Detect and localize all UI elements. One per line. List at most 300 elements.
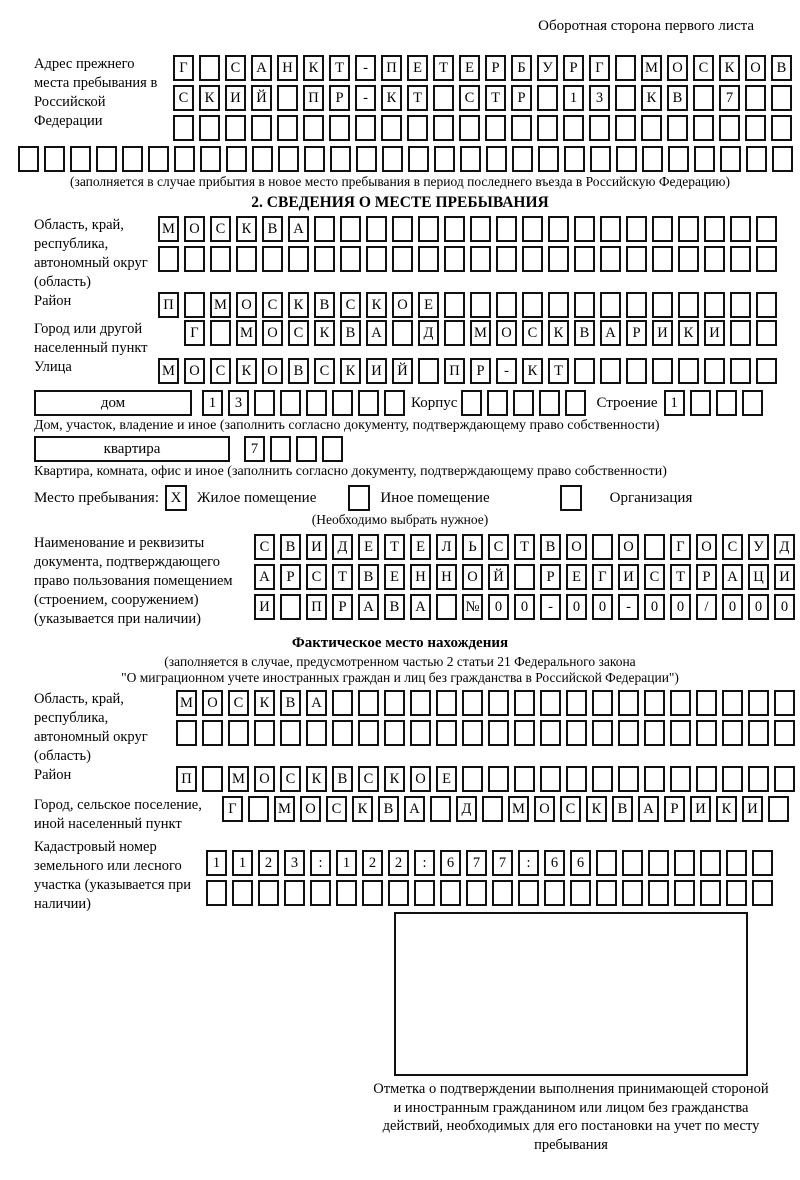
char-cell	[540, 690, 561, 716]
char-cell	[678, 358, 699, 384]
char-cell: К	[522, 358, 543, 384]
prev-address-row-4	[18, 146, 800, 172]
char-cell	[618, 690, 639, 716]
char-cell	[752, 850, 773, 876]
char-cell: С	[522, 320, 543, 346]
char-cell: 0	[514, 594, 535, 620]
document-row-1	[254, 534, 795, 560]
char-cell	[722, 766, 743, 792]
char-cell	[570, 880, 591, 906]
char-cell: С	[644, 564, 665, 590]
char-cell: О	[254, 766, 275, 792]
char-cell: С	[459, 85, 480, 111]
char-cell	[670, 766, 691, 792]
char-cell	[407, 115, 428, 141]
char-cell: К	[384, 766, 405, 792]
char-cell	[652, 292, 673, 318]
char-cell	[615, 85, 636, 111]
char-cell: В	[384, 594, 405, 620]
char-cell: :	[518, 850, 539, 876]
char-cell: К	[303, 55, 324, 81]
char-cell	[434, 146, 455, 172]
char-cell	[626, 358, 647, 384]
char-cell	[277, 85, 298, 111]
char-cell: И	[652, 320, 673, 346]
char-cell	[774, 766, 795, 792]
char-cell	[678, 292, 699, 318]
char-cell: К	[366, 292, 387, 318]
char-cell	[548, 246, 569, 272]
char-cell	[332, 690, 353, 716]
char-cell: Д	[774, 534, 795, 560]
char-cell	[18, 146, 39, 172]
char-cell	[184, 246, 205, 272]
dom-row	[34, 390, 800, 416]
char-cell: К	[716, 796, 737, 822]
char-cell	[433, 85, 454, 111]
kvartira-number-cells	[244, 436, 343, 462]
char-cell: А	[404, 796, 425, 822]
char-cell: Р	[696, 564, 717, 590]
prev-address-row-2	[173, 85, 792, 111]
char-cell	[356, 146, 377, 172]
char-cell	[644, 720, 665, 746]
char-cell	[592, 766, 613, 792]
char-cell: П	[303, 85, 324, 111]
char-cell	[652, 216, 673, 242]
char-cell	[730, 358, 751, 384]
char-cell: 0	[774, 594, 795, 620]
char-cell	[444, 320, 465, 346]
char-cell: О	[462, 564, 483, 590]
char-cell: О	[184, 216, 205, 242]
char-cell: Р	[511, 85, 532, 111]
char-cell: С	[326, 796, 347, 822]
char-cell	[756, 320, 777, 346]
char-cell: И	[704, 320, 725, 346]
korpus-cells	[461, 390, 586, 416]
char-cell: М	[470, 320, 491, 346]
char-cell	[486, 146, 507, 172]
char-cell: И	[742, 796, 763, 822]
char-cell: В	[280, 690, 301, 716]
char-cell: 0	[592, 594, 613, 620]
char-cell	[329, 115, 350, 141]
char-cell	[232, 880, 253, 906]
char-cell	[70, 146, 91, 172]
char-cell	[148, 146, 169, 172]
char-cell: /	[696, 594, 717, 620]
char-cell: Д	[456, 796, 477, 822]
char-cell: М	[228, 766, 249, 792]
char-cell: Р	[540, 564, 561, 590]
char-cell: К	[381, 85, 402, 111]
char-cell: С	[262, 292, 283, 318]
char-cell	[514, 690, 535, 716]
char-cell	[462, 720, 483, 746]
kadastr-row-1	[206, 850, 773, 876]
char-cell	[430, 796, 451, 822]
char-cell	[270, 436, 291, 462]
fact-raion-row	[176, 766, 795, 792]
char-cell	[756, 358, 777, 384]
char-cell	[600, 246, 621, 272]
char-cell: Р	[563, 55, 584, 81]
gorod-row	[184, 320, 777, 346]
char-cell	[254, 390, 275, 416]
char-cell	[596, 850, 617, 876]
char-cell	[693, 115, 714, 141]
option-label-inoe: Иное помещение	[380, 489, 490, 506]
char-cell	[538, 146, 559, 172]
char-cell	[314, 216, 335, 242]
char-cell: С	[228, 690, 249, 716]
char-cell	[771, 115, 792, 141]
char-cell: Г	[222, 796, 243, 822]
char-cell: 2	[258, 850, 279, 876]
char-cell: 0	[748, 594, 769, 620]
char-cell: Н	[436, 564, 457, 590]
char-cell	[574, 216, 595, 242]
char-cell: В	[340, 320, 361, 346]
char-cell	[366, 246, 387, 272]
char-cell: :	[414, 850, 435, 876]
char-cell: У	[537, 55, 558, 81]
char-cell	[540, 720, 561, 746]
char-cell: П	[444, 358, 465, 384]
char-cell: О	[745, 55, 766, 81]
char-cell	[674, 850, 695, 876]
char-cell: Е	[418, 292, 439, 318]
prev-address-rows	[173, 55, 792, 141]
char-cell	[745, 115, 766, 141]
char-cell: В	[332, 766, 353, 792]
oblast-row-2	[158, 246, 777, 272]
char-cell	[262, 246, 283, 272]
raion-row	[158, 292, 777, 318]
char-cell: В	[378, 796, 399, 822]
char-cell	[696, 720, 717, 746]
char-cell	[340, 216, 361, 242]
char-cell: К	[199, 85, 220, 111]
char-cell	[440, 880, 461, 906]
char-cell	[199, 55, 220, 81]
char-cell	[355, 115, 376, 141]
char-cell: С	[173, 85, 194, 111]
char-cell	[626, 292, 647, 318]
char-cell	[513, 390, 534, 416]
char-cell	[615, 115, 636, 141]
char-cell	[336, 880, 357, 906]
char-cell	[199, 115, 220, 141]
char-cell	[514, 766, 535, 792]
char-cell: И	[366, 358, 387, 384]
char-cell	[496, 216, 517, 242]
char-cell: И	[774, 564, 795, 590]
char-cell	[514, 720, 535, 746]
char-cell	[548, 216, 569, 242]
char-cell: О	[392, 292, 413, 318]
char-cell: 0	[670, 594, 691, 620]
char-cell	[564, 146, 585, 172]
char-cell	[719, 115, 740, 141]
char-cell	[174, 146, 195, 172]
document-block	[34, 534, 800, 629]
char-cell	[540, 766, 561, 792]
char-cell	[678, 246, 699, 272]
char-cell: 7	[244, 436, 265, 462]
char-cell	[258, 880, 279, 906]
char-cell	[314, 246, 335, 272]
char-cell: Р	[626, 320, 647, 346]
dom-box	[34, 390, 192, 416]
char-cell	[574, 246, 595, 272]
char-cell	[306, 390, 327, 416]
char-cell	[485, 115, 506, 141]
char-cell	[202, 720, 223, 746]
char-cell	[173, 115, 194, 141]
char-cell: С	[225, 55, 246, 81]
char-cell: А	[358, 594, 379, 620]
fact-gorod-row	[222, 796, 789, 822]
char-cell: 2	[362, 850, 383, 876]
char-cell	[362, 880, 383, 906]
fact-oblast-rows	[176, 690, 795, 746]
char-cell	[618, 766, 639, 792]
prev-address-row-3	[173, 115, 792, 141]
char-cell: К	[288, 292, 309, 318]
char-cell	[382, 146, 403, 172]
char-cell	[566, 766, 587, 792]
char-cell: Р	[280, 564, 301, 590]
char-cell	[252, 146, 273, 172]
char-cell	[716, 390, 737, 416]
fact-note-1: (заполняется в случае, предусмотренном частью 2 статьи 21 Федерального закона	[164, 654, 636, 669]
char-cell	[410, 720, 431, 746]
char-cell: О	[566, 534, 587, 560]
char-cell: 1	[664, 390, 685, 416]
char-cell	[511, 115, 532, 141]
fact-gorod-block	[34, 796, 800, 834]
char-cell: Т	[329, 55, 350, 81]
char-cell: Т	[407, 85, 428, 111]
char-cell: О	[236, 292, 257, 318]
char-cell: 2	[388, 850, 409, 876]
mesto-label: Место пребывания:	[34, 489, 159, 506]
fact-note-2: "О миграционном учете иностранных граждан и лиц без гражданства в Российской Федерации")	[121, 670, 679, 685]
char-cell	[384, 720, 405, 746]
char-cell	[303, 115, 324, 141]
char-cell	[667, 115, 688, 141]
raion-label: Район	[34, 293, 72, 309]
char-cell: В	[540, 534, 561, 560]
char-cell: О	[300, 796, 321, 822]
char-cell: Д	[418, 320, 439, 346]
char-cell: С	[722, 534, 743, 560]
char-cell	[522, 246, 543, 272]
char-cell: С	[254, 534, 275, 560]
char-cell: П	[381, 55, 402, 81]
char-cell: -	[496, 358, 517, 384]
char-cell: К	[678, 320, 699, 346]
char-cell	[590, 146, 611, 172]
char-cell: К	[586, 796, 607, 822]
char-cell: Р	[485, 55, 506, 81]
checkbox-organizatsiya	[560, 485, 582, 511]
char-cell: С	[693, 55, 714, 81]
char-cell: Р	[329, 85, 350, 111]
fact-raion-label: Район	[34, 767, 72, 783]
char-cell: 1	[232, 850, 253, 876]
ulitsa-label: Улица	[34, 359, 72, 375]
char-cell: М	[210, 292, 231, 318]
char-cell	[280, 720, 301, 746]
char-cell: О	[202, 690, 223, 716]
char-cell: Г	[184, 320, 205, 346]
char-cell: В	[667, 85, 688, 111]
oblast-block	[34, 216, 800, 292]
char-cell	[678, 216, 699, 242]
char-cell	[444, 216, 465, 242]
mesto-prebyvaniya-row	[34, 485, 800, 511]
char-cell	[756, 292, 777, 318]
char-cell	[726, 880, 747, 906]
char-cell: О	[262, 320, 283, 346]
char-cell	[226, 146, 247, 172]
char-cell	[700, 880, 721, 906]
char-cell	[730, 246, 751, 272]
char-cell	[537, 85, 558, 111]
char-cell: П	[158, 292, 179, 318]
char-cell	[514, 564, 535, 590]
char-cell: А	[288, 216, 309, 242]
char-cell	[670, 720, 691, 746]
char-cell	[322, 436, 343, 462]
char-cell: С	[288, 320, 309, 346]
kvartira-row	[34, 436, 800, 462]
char-cell: В	[288, 358, 309, 384]
char-cell: Т	[548, 358, 569, 384]
char-cell	[648, 880, 669, 906]
char-cell	[756, 246, 777, 272]
char-cell: С	[488, 534, 509, 560]
char-cell	[622, 880, 643, 906]
checkbox-inoe-pomeshchenie	[348, 485, 370, 511]
char-cell: Т	[384, 534, 405, 560]
char-cell	[470, 292, 491, 318]
char-cell: Б	[511, 55, 532, 81]
char-cell: А	[410, 594, 431, 620]
char-cell: У	[748, 534, 769, 560]
char-cell: К	[641, 85, 662, 111]
char-cell	[487, 390, 508, 416]
char-cell	[704, 246, 725, 272]
char-cell: -	[618, 594, 639, 620]
char-cell: -	[355, 85, 376, 111]
char-cell: :	[310, 850, 331, 876]
char-cell: О	[262, 358, 283, 384]
fact-gorod-label: Город, сельское поселение, иной населенный пункт	[34, 797, 202, 832]
char-cell	[304, 146, 325, 172]
mesto-note: (Необходимо выбрать нужное)	[311, 512, 489, 527]
char-cell	[488, 720, 509, 746]
char-cell	[492, 880, 513, 906]
char-cell	[615, 55, 636, 81]
char-cell	[444, 246, 465, 272]
char-cell	[522, 216, 543, 242]
char-cell: Ь	[462, 534, 483, 560]
char-cell	[752, 880, 773, 906]
char-cell	[745, 85, 766, 111]
char-cell: 6	[544, 850, 565, 876]
char-cell	[358, 720, 379, 746]
char-cell: В	[314, 292, 335, 318]
char-cell	[565, 390, 586, 416]
char-cell	[600, 358, 621, 384]
char-cell: Т	[485, 85, 506, 111]
char-cell	[600, 216, 621, 242]
kadastr-rows	[206, 850, 773, 906]
char-cell	[384, 690, 405, 716]
document-label: Наименование и реквизиты документа, подтверждающего право пользования помещением (строением, сооружением) (указывается при наличии)	[34, 535, 233, 627]
char-cell	[566, 720, 587, 746]
char-cell	[668, 146, 689, 172]
char-cell	[700, 850, 721, 876]
fact-oblast-label: Область, край, республика, автономный округ (область)	[34, 691, 148, 764]
char-cell: -	[355, 55, 376, 81]
char-cell	[537, 115, 558, 141]
char-cell: А	[254, 564, 275, 590]
char-cell: И	[618, 564, 639, 590]
kvartira-box	[34, 436, 230, 462]
char-cell	[358, 690, 379, 716]
char-cell	[756, 216, 777, 242]
kvartira-box-label: квартира	[103, 440, 161, 457]
prev-address-row-1	[173, 55, 792, 81]
korpus-label: Корпус	[411, 395, 458, 411]
char-cell	[158, 246, 179, 272]
char-cell: Р	[664, 796, 685, 822]
char-cell	[470, 216, 491, 242]
char-cell: И	[306, 534, 327, 560]
char-cell	[616, 146, 637, 172]
char-cell: К	[340, 358, 361, 384]
char-cell: Е	[566, 564, 587, 590]
char-cell	[600, 292, 621, 318]
char-cell	[574, 358, 595, 384]
char-cell: М	[274, 796, 295, 822]
char-cell	[122, 146, 143, 172]
oblast-label: Область, край, республика, автономный округ (область)	[34, 217, 148, 290]
char-cell: 7	[466, 850, 487, 876]
dom-number-cells	[202, 390, 405, 416]
char-cell	[236, 246, 257, 272]
char-cell	[670, 690, 691, 716]
char-cell	[694, 146, 715, 172]
char-cell: Е	[358, 534, 379, 560]
char-cell	[696, 766, 717, 792]
char-cell: 1	[202, 390, 223, 416]
char-cell: 3	[228, 390, 249, 416]
char-cell	[748, 720, 769, 746]
option-label-zhiloe: Жилое помещение	[197, 489, 317, 506]
prev-address-block	[34, 55, 800, 141]
kvartira-note: Квартира, комната, офис и иное (заполнить согласно документу, подтверждающему право собственности)	[34, 464, 667, 479]
char-cell: М	[158, 358, 179, 384]
char-cell	[392, 246, 413, 272]
char-cell	[248, 796, 269, 822]
char-cell: Р	[470, 358, 491, 384]
